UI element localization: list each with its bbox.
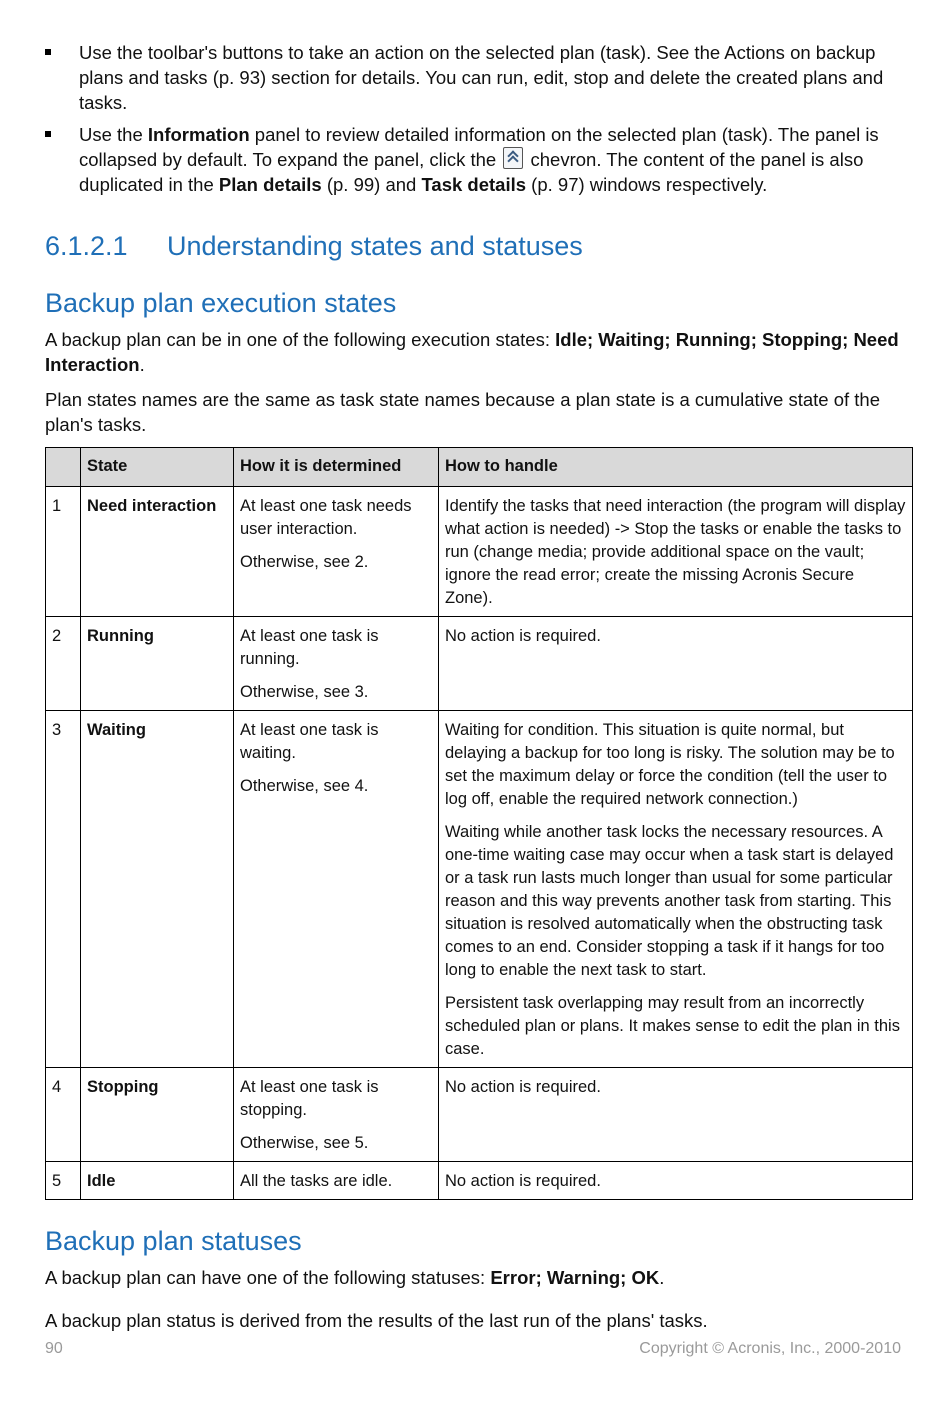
- header-how-determined: How it is determined: [234, 448, 439, 487]
- row-state: Need interaction: [81, 487, 234, 617]
- row-handle: No action is required.: [439, 617, 913, 711]
- statuses-heading: Backup plan statuses: [45, 1226, 302, 1256]
- row-number: 4: [46, 1068, 81, 1162]
- statuses-note: A backup plan status is derived from the results of the last run of the plans' tasks.: [45, 1310, 708, 1331]
- double-chevron-up-icon: [503, 147, 523, 169]
- row-state: Running: [81, 617, 234, 711]
- page-number: 90: [45, 1340, 63, 1357]
- row-handle: No action is required.: [439, 1162, 913, 1200]
- section-number: 6.1.2.1: [45, 231, 128, 261]
- execution-states-intro: A backup plan can be in one of the following execution states: Idle; Waiting; Running; Stopping; Need Interaction.: [45, 329, 899, 375]
- page-footer: [45, 1340, 901, 1358]
- header-state: State: [81, 448, 234, 487]
- table-row: [46, 1068, 913, 1162]
- page-content: [45, 40, 913, 1343]
- table-header-row: [46, 448, 913, 487]
- row-number: 3: [46, 711, 81, 1068]
- section-title: Understanding states and statuses: [167, 231, 583, 261]
- table-row: [46, 617, 913, 711]
- row-state: Waiting: [81, 711, 234, 1068]
- row-determined: At least one task is stopping. Otherwise, see 5.: [234, 1068, 439, 1162]
- row-handle: No action is required.: [439, 1068, 913, 1162]
- header-how-to-handle: How to handle: [439, 448, 913, 487]
- row-determined: At least one task is running. Otherwise, see 3.: [234, 617, 439, 711]
- table-row: [46, 1162, 913, 1200]
- bullet-list: [45, 40, 913, 197]
- row-determined: At least one task needs user interaction. Otherwise, see 2.: [234, 487, 439, 617]
- row-number: 1: [46, 487, 81, 617]
- row-handle: Waiting for condition. This situation is quite normal, but delaying a backup for too long is risky. The solution may be to set the maximum delay or force the condition (tell the user to log off, enable the required network connection.) Waiting while another task locks the necessary resources. A one-time waiting case may occur when a task start is delayed or a task run lasts much longer than usual for some particular reason and this way prevents another task from starting. This situation is resolved automatically when the obstructing task comes to an end. Consider stopping a task if it hangs for too long to enable the next task to start. Persistent task overlapping may result from an incorrectly scheduled plan or plans. It makes sense to edit the plan in this case.: [439, 711, 913, 1068]
- header-number: [46, 448, 81, 487]
- statuses-intro: A backup plan can have one of the following statuses: Error; Warning; OK.: [45, 1267, 665, 1288]
- row-determined: All the tasks are idle.: [234, 1162, 439, 1200]
- row-state: Stopping: [81, 1068, 234, 1162]
- execution-states-heading: Backup plan execution states: [45, 288, 397, 318]
- row-state: Idle: [81, 1162, 234, 1200]
- row-determined: At least one task is waiting. Otherwise, see 4.: [234, 711, 439, 1068]
- bullet-text: Use the toolbar's buttons to take an action on the selected plan (task). See the Actions on backup plans and tasks (p. 93) section for details. You can run, edit, stop and delete the created plans and tasks.: [79, 42, 884, 113]
- bullet-marker: [45, 49, 51, 55]
- row-number: 2: [46, 617, 81, 711]
- execution-states-note: Plan states names are the same as task state names because a plan state is a cumulative state of the plan's tasks.: [45, 389, 881, 435]
- bullet-toolbar: [45, 40, 913, 115]
- row-handle: Identify the tasks that need interaction (the program will display what action is needed) -> Stop the tasks or enable the tasks to run (change media; provide additional space on the vault; ignore the read error; create the missing Acronis Secure Zone).: [439, 487, 913, 617]
- row-number: 5: [46, 1162, 81, 1200]
- bullet-marker: [45, 131, 51, 137]
- section-heading: [45, 231, 913, 262]
- table-row: [46, 711, 913, 1068]
- copyright: Copyright © Acronis, Inc., 2000-2010: [639, 1340, 901, 1357]
- table-row: [46, 487, 913, 617]
- bullet-information-panel: Use the Information panel to review detailed information on the selected plan (task). The panel is collapsed by default. To expand the panel, click the chevron. The content of the panel is also duplicated in the Plan details (p. 99) and Task details (p. 97) windows respectively.: [45, 122, 913, 197]
- states-table: [45, 447, 913, 1200]
